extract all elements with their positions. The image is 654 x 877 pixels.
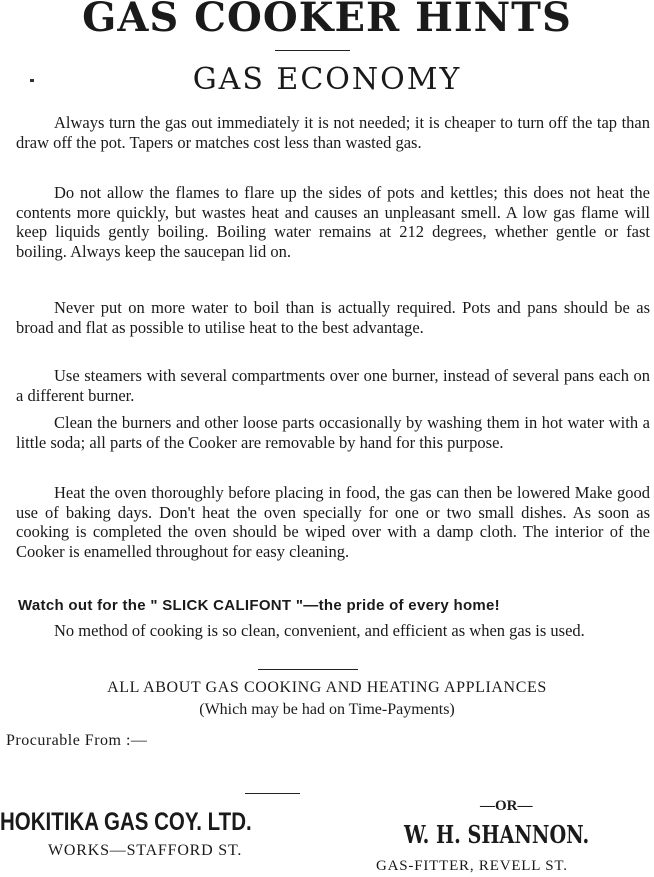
hint-paragraph-3: Never put on more water to boil than is actually required. Pots and pans should be as broad and flat as possible to utilise heat to the best advantage. — [16, 298, 650, 337]
footer-divider — [245, 793, 300, 794]
alternative-supplier-name: W. H. SHANNON. — [404, 820, 590, 849]
hint-paragraph-2: Do not allow the flames to flare up the sides of pots and kettles; this does not heat the contents more quickly, but wastes heat and causes an unpleasant smell. A low gas flame will keep liquids gently boiling. Boiling water remains at 212 degrees, whether gentle or fast boiling. Always keep the saucepan lid on. — [16, 183, 650, 261]
hint-paragraph-1: Always turn the gas out immediately it is not needed; it is cheaper to turn off the tap than draw off the pot. Tapers or matches cost less than wasted gas. — [16, 113, 650, 152]
hint-paragraph-5: Clean the burners and other loose parts occasionally by washing them in hot water with a little soda; all parts of the Cooker are removable by hand for this purpose. — [16, 413, 650, 452]
page-title: GAS COOKER HINTS — [82, 0, 572, 41]
appliances-subheading: (Which may be had on Time-Payments) — [199, 701, 455, 718]
appliances-divider — [258, 669, 358, 670]
or-separator: —OR— — [480, 798, 533, 814]
title-divider — [275, 50, 350, 51]
closing-paragraph: No method of cooking is so clean, convenient, and efficient as when gas is used. — [54, 621, 585, 640]
procurable-label: Procurable From :— — [6, 732, 148, 749]
alternative-supplier-role: GAS-FITTER, REVELL ST. — [376, 858, 568, 874]
hint-paragraph-6: Heat the oven thoroughly before placing in food, the gas can then be lowered Make good use of baking days. Don't heat the oven specially for one or two small dishes. As soon as cooking is completed the oven should be wiped over with a damp cloth. The interior of the Cooker is enamelled throughout for easy cleaning. — [16, 483, 650, 561]
company-address: WORKS—STAFFORD ST. — [48, 842, 243, 859]
section-subtitle: GAS ECONOMY — [192, 62, 462, 97]
slick-califont-line: Watch out for the " SLICK CALIFONT "—the pride of every home! — [18, 597, 500, 614]
appliances-heading: ALL ABOUT GAS COOKING AND HEATING APPLIANCES — [107, 679, 547, 696]
company-name: HOKITIKA GAS COY. LTD. — [0, 808, 252, 836]
hint-paragraph-4: Use steamers with several compartments over one burner, instead of several pans each on a different burner. — [16, 366, 650, 405]
